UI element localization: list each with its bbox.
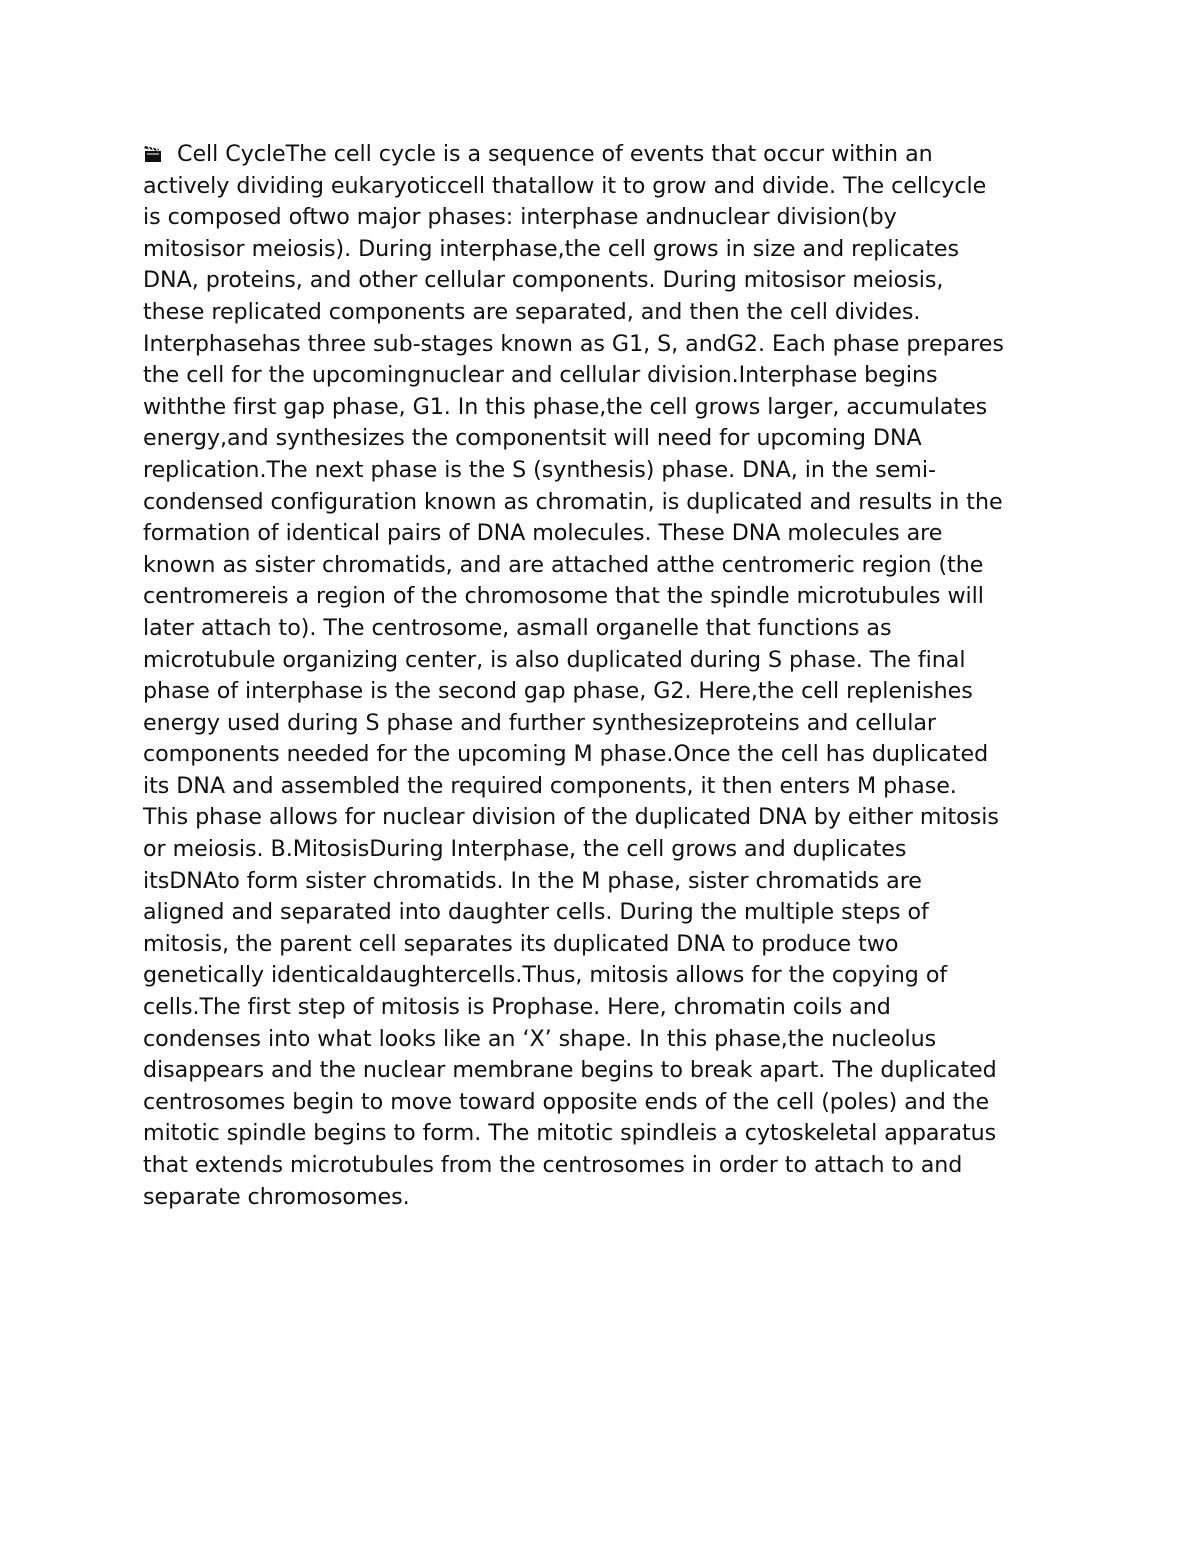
text-line-20: components needed for the upcoming M phase.Once the cell has duplicated (143, 741, 989, 768)
text-line-4: mitosisor meiosis). During interphase,the cell grows in size and replicates (143, 235, 960, 262)
text-line-12: condensed configuration known as chromatin, is duplicated and results in the (143, 488, 1003, 515)
text-line-27: genetically identicaldaughtercells.Thus, mitosis allows for the copying of (143, 962, 948, 989)
text-line-5: DNA, proteins, and other cellular components. During mitosisor meiosis, (143, 267, 944, 294)
text-line-6: these replicated components are separated, and then the cell divides. (143, 298, 921, 325)
text-line-2: actively dividing eukaryoticcell thatallow it to grow and divide. The cellcycle (143, 172, 987, 199)
text-line-7: Interphasehas three sub-stages known as G1, S, andG2. Each phase prepares (143, 330, 1004, 357)
text-line-14: known as sister chromatids, and are attached atthe centromeric region (the (143, 551, 984, 578)
text-line-21: its DNA and assembled the required components, it then enters M phase. (143, 772, 957, 799)
text-line-34: separate chromosomes. (143, 1183, 410, 1210)
text-line-17: microtubule organizing center, is also duplicated during S phase. The final (143, 646, 966, 673)
text-line-15: centromereis a region of the chromosome that the spindle microtubules will (143, 583, 984, 610)
clapperboard-icon (143, 145, 163, 163)
text-line-16: later attach to). The centrosome, asmall organelle that functions as (143, 614, 892, 641)
text-line-10: energy,and synthesizes the componentsit will need for upcoming DNA (143, 425, 922, 452)
text-line-19: energy used during S phase and further synthesizeproteins and cellular (143, 709, 937, 736)
document-body (143, 139, 1073, 1213)
text-line-11: replication.The next phase is the S (synthesis) phase. DNA, in the semi- (143, 456, 936, 483)
text-line-26: mitosis, the parent cell separates its duplicated DNA to produce two (143, 930, 899, 957)
text-line-13: formation of identical pairs of DNA molecules. These DNA molecules are (143, 520, 943, 547)
text-line-31: centrosomes begin to move toward opposite ends of the cell (poles) and the (143, 1088, 990, 1115)
text-line-8: the cell for the upcomingnuclear and cellular division.Interphase begins (143, 362, 938, 389)
text-line-content: Cell CycleThe cell cycle is a sequence of events that occur within an (177, 141, 933, 167)
text-line-33: that extends microtubules from the centrosomes in order to attach to and (143, 1152, 963, 1178)
text-line-30: disappears and the nuclear membrane begins to break apart. The duplicated (143, 1057, 997, 1084)
text-line-9: withthe first gap phase, G1. In this phase,the cell grows larger, accumulates (143, 393, 988, 420)
cell-cycle-paragraph (143, 139, 1073, 1213)
text-line-25: aligned and separated into daughter cells. During the multiple steps of (143, 899, 929, 926)
text-line-23: or meiosis. B.MitosisDuring Interphase, the cell grows and duplicates (143, 836, 907, 863)
text-line-18: phase of interphase is the second gap phase, G2. Here,the cell replenishes (143, 678, 973, 705)
text-line-28: cells.The first step of mitosis is Prophase. Here, chromatin coils and (143, 994, 891, 1021)
text-line-32: mitotic spindle begins to form. The mitotic spindleis a cytoskeletal apparatus (143, 1120, 997, 1147)
text-line-29: condenses into what looks like an ‘X’ shape. In this phase,the nucleolus (143, 1025, 937, 1052)
text-line-22: This phase allows for nuclear division of the duplicated DNA by either mitosis (143, 804, 999, 831)
text-line-1 (143, 139, 1073, 171)
text-line-3: is composed oftwo major phases: interphase andnuclear division(by (143, 204, 897, 231)
text-line-24: itsDNAto form sister chromatids. In the M phase, sister chromatids are (143, 867, 922, 894)
